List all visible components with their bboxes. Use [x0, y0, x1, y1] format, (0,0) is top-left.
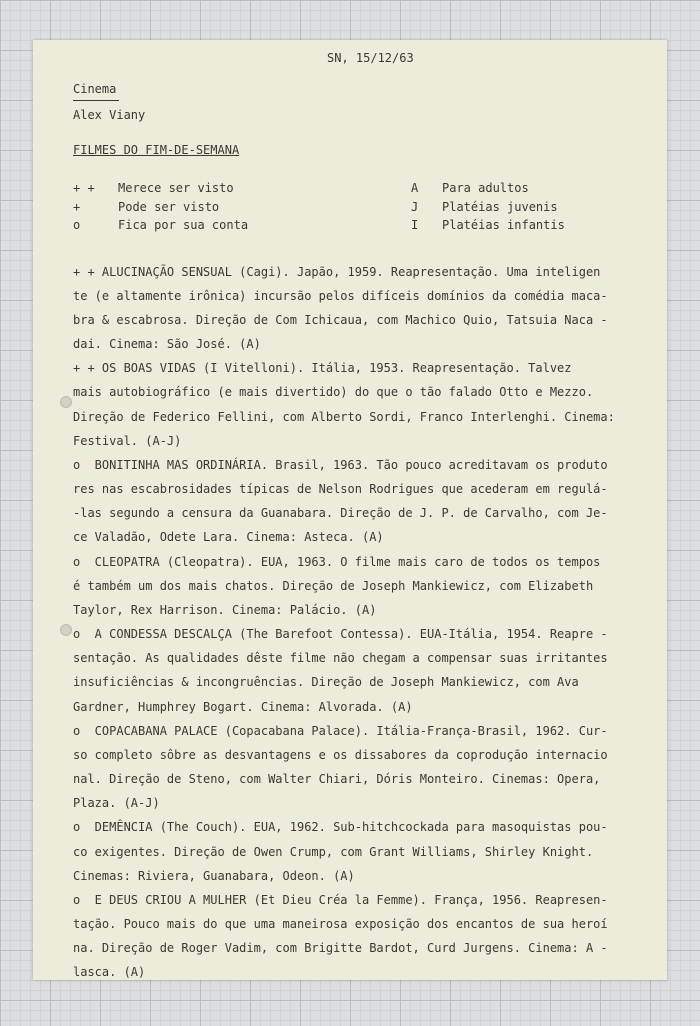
- legend-label: Merece ser visto: [118, 181, 234, 195]
- review-line: Festival. (A-J): [73, 434, 182, 448]
- legend-audience: Platéias infantis: [442, 218, 565, 232]
- legend-label: Pode ser visto: [118, 200, 220, 214]
- document-date-header: SN, 15/12/63: [327, 51, 414, 65]
- legend-audience: Platéias juvenis: [442, 200, 558, 214]
- review-line: na. Direção de Roger Vadim, com Brigitte Bardot, Curd Jurgens. Cinema: A -: [73, 941, 608, 955]
- review-line: lasca. (A): [73, 965, 146, 979]
- review-line: o DEMÊNCIA (The Couch). EUA, 1962. Sub-hitchcockada para masoquistas pou-: [73, 820, 608, 834]
- review-line: Direção de Federico Fellini, com Alberto Sordi, Franco Interlenghi. Cinema:: [73, 410, 615, 424]
- review-line: so completo sôbre as desvantagens e os dissabores da coprodução internacio: [73, 748, 608, 762]
- review-line: + + OS BOAS VIDAS (I Vitelloni). Itália, 1953. Reapresentação. Talvez: [73, 361, 572, 375]
- author-name: Alex Viany: [73, 108, 146, 122]
- review-line: + + ALUCINAÇÃO SENSUAL (Cagi). Japão, 1959. Reapresentação. Uma inteligen: [73, 265, 601, 279]
- review-line: o COPACABANA PALACE (Copacabana Palace). Itália-França-Brasil, 1962. Cur-: [73, 724, 608, 738]
- legend-label: Fica por sua conta: [118, 218, 249, 232]
- review-line: Gardner, Humphrey Bogart. Cinema: Alvorada. (A): [73, 700, 413, 714]
- legend-symbol: + +: [73, 181, 95, 195]
- legend-code: I: [411, 218, 419, 232]
- typed-page: [33, 40, 667, 980]
- review-line: Plaza. (A-J): [73, 796, 160, 810]
- legend-audience: Para adultos: [442, 181, 529, 195]
- review-line: é também um dos mais chatos. Direção de Joseph Mankiewicz, com Elizabeth: [73, 579, 594, 593]
- review-line: tação. Pouco mais do que uma maneirosa exposição dos encantos de sua heroí: [73, 917, 608, 931]
- legend-symbol: +: [73, 200, 81, 214]
- punch-hole-icon: [60, 624, 72, 636]
- review-line: o BONITINHA MAS ORDINÁRIA. Brasil, 1963. Tão pouco acreditavam os produto: [73, 458, 608, 472]
- review-line: o E DEUS CRIOU A MULHER (Et Dieu Créa la Femme). França, 1956. Reapresen-: [73, 893, 608, 907]
- review-line: Taylor, Rex Harrison. Cinema: Palácio. (A): [73, 603, 377, 617]
- legend-code: J: [411, 200, 419, 214]
- review-line: o CLEOPATRA (Cleopatra). EUA, 1963. O filme mais caro de todos os tempos: [73, 555, 601, 569]
- section-title: Cinema: [73, 82, 117, 96]
- page-heading: FILMES DO FIM-DE-SEMANA: [73, 143, 240, 157]
- review-line: insuficiências & incongruências. Direção de Joseph Mankiewicz, com Ava: [73, 675, 579, 689]
- section-divider: [73, 100, 119, 101]
- review-line: nal. Direção de Steno, com Walter Chiari, Dóris Monteiro. Cinemas: Opera,: [73, 772, 601, 786]
- review-line: -las segundo a censura da Guanabara. Direção de J. P. de Carvalho, com Je-: [73, 506, 608, 520]
- legend-code: A: [411, 181, 419, 195]
- review-line: o A CONDESSA DESCALÇA (The Barefoot Contessa). EUA-Itália, 1954. Reapre -: [73, 627, 608, 641]
- review-line: res nas escabrosidades típicas de Nelson Rodrigues que acederam em regulá-: [73, 482, 608, 496]
- review-line: te (e altamente irônica) incursão pelos difíceis domínios da comédia maca-: [73, 289, 608, 303]
- review-line: co exigentes. Direção de Owen Crump, com Grant Williams, Shirley Knight.: [73, 845, 594, 859]
- review-line: dai. Cinema: São José. (A): [73, 337, 261, 351]
- review-line: sentação. As qualidades dêste filme não chegam a compensar suas irritantes: [73, 651, 608, 665]
- review-line: ce Valadão, Odete Lara. Cinema: Asteca. (A): [73, 530, 384, 544]
- punch-hole-icon: [60, 396, 72, 408]
- review-line: Cinemas: Riviera, Guanabara, Odeon. (A): [73, 869, 355, 883]
- legend-symbol: o: [73, 218, 81, 232]
- review-line: mais autobiográfico (e mais divertido) do que o tão falado Otto e Mezzo.: [73, 385, 594, 399]
- review-line: bra & escabrosa. Direção de Com Ichicaua, com Machico Quio, Tatsuia Naca -: [73, 313, 608, 327]
